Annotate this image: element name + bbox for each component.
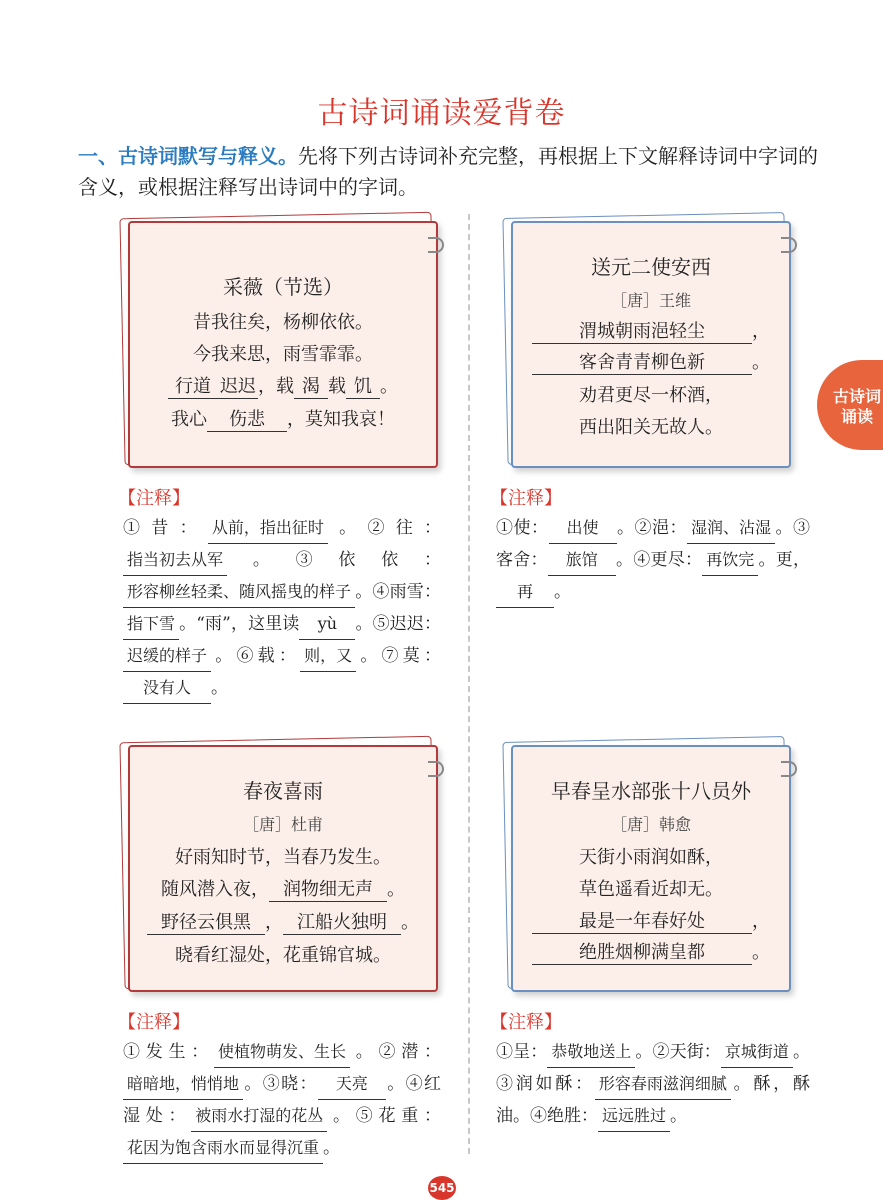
section-intro [78, 141, 818, 203]
note-text: 。③晓： [243, 1074, 318, 1094]
poem-line: 晓看红湿处，花重锦官城。 [175, 945, 391, 966]
blank-answer: 形容春雨滋润细腻 [595, 1068, 731, 1100]
notes-zaochun [496, 1036, 810, 1132]
blank-answer: 最是一年春好处 [532, 907, 752, 934]
poem-line-fill [130, 405, 436, 432]
poem-author: ［唐］杜甫 [242, 815, 323, 834]
blank-answer: 没有人 [123, 672, 211, 704]
poem-line-fill [130, 372, 436, 399]
poem-text: 。 [380, 376, 398, 397]
poem-line: 西出阳关无故人。 [579, 417, 723, 438]
notes-songyuaner [496, 512, 810, 608]
poem-card-songyuaner [511, 221, 791, 468]
blank-answer: 形容柳丝轻柔、随风摇曳的样子 [123, 576, 355, 608]
poem-title: 早春呈水部张十八员外 [551, 779, 751, 803]
note-text: ①使： [496, 518, 549, 538]
blank-answer: 迟缓的样子 [123, 640, 211, 672]
notes-label: 【注释】 [490, 1012, 562, 1033]
blank-answer: 再饮完 [702, 544, 758, 576]
note-text: 。④雨雪： [355, 582, 441, 602]
blank-answer: 渭城朝雨浥轻尘 [532, 317, 752, 344]
note-text: 。②潜： [350, 1042, 442, 1062]
poem-title: 送元二使安西 [591, 255, 711, 279]
notes-chunye [123, 1036, 441, 1164]
blank-answer: 则，又 [300, 640, 356, 672]
blank-answer: 花因为饱含雨水而显得沉重 [123, 1132, 323, 1164]
card-front [511, 745, 791, 992]
poem-author: ［唐］王维 [610, 291, 691, 310]
paperclip-icon [428, 761, 444, 777]
notes-label: 【注释】 [490, 488, 562, 509]
paperclip-icon [428, 237, 444, 253]
poem-line: 天街小雨润如酥， [579, 847, 723, 868]
note-text: 。 [211, 678, 228, 698]
card-front [128, 745, 438, 992]
blank-answer: 再 [496, 576, 554, 608]
poem-line: 今我来思，雨雪霏霏。 [193, 344, 373, 365]
poem-line: 劝君更尽一杯酒， [579, 385, 723, 406]
poem-author: ［唐］韩愈 [610, 815, 691, 834]
blank-answer: 从前，指出征时 [208, 512, 328, 544]
note-text: 。④红湿处： [123, 1074, 442, 1126]
poem-line-fill: 最是一年春好处 ， [513, 907, 789, 934]
poem-card-chunye [128, 745, 438, 992]
side-tab[interactable] [817, 360, 883, 450]
note-text: 。⑦莫： [356, 646, 441, 666]
blank-answer: 出使 [549, 512, 617, 544]
paperclip-icon [781, 761, 797, 777]
notes-label: 【注释】 [118, 488, 190, 509]
poem-card-zaochun [511, 745, 791, 992]
blank-answer: 绝胜烟柳满皇都 [532, 938, 752, 965]
poem-text: ，莫知我哀！ [287, 409, 395, 430]
blank-answer: 伤悲 [207, 405, 287, 432]
blank-answer: yù [299, 608, 355, 640]
section-instructions: 先将下列古诗词补充完整，再根据上下文解释诗词中字词的含义，或根据注释写出诗词中的字词。 [78, 144, 818, 199]
note-text: 。酥，酥油。④绝胜： [496, 1074, 811, 1126]
note-text: 。③润如酥： [496, 1042, 811, 1094]
note-text: 。更， [758, 550, 811, 570]
poem-title: 采薇（节选） [223, 275, 343, 299]
page-number: 545 [428, 1176, 456, 1200]
page-title: 古诗词诵读爱背卷 [317, 96, 566, 131]
card-front [511, 221, 791, 468]
note-text: 。②往： [327, 518, 442, 538]
blank-answer: 天亮 [318, 1068, 386, 1100]
poem-line-fill: 客舍青青柳色新 。 [513, 348, 789, 375]
notes-label: 【注释】 [118, 1012, 190, 1033]
note-text: 。⑥载： [211, 646, 301, 666]
note-text: 。④更尽： [615, 550, 703, 570]
blank-answer: 饥 [346, 372, 380, 399]
note-text: 。②浥： [616, 518, 687, 538]
notes-caiwei [123, 512, 441, 704]
blank-answer: 行道 [168, 372, 218, 399]
note-text: 。“雨”，这里读 [179, 614, 300, 634]
blank-answer: 使植物萌发、生长 [214, 1036, 350, 1068]
poem-text: 载 [328, 376, 346, 397]
side-tab-label: 古诗词诵读 [832, 387, 881, 426]
blank-answer: 指下雪 [123, 608, 179, 640]
poem-title: 春夜喜雨 [243, 779, 323, 803]
poem-line: 好雨知时节，当春乃发生。 [175, 847, 391, 868]
poem-line-fill: 野径云俱黑 ， 江船火独明 。 [130, 908, 436, 935]
note-text: 。③依依： [227, 550, 441, 570]
blank-answer: 渴 [294, 372, 328, 399]
blank-answer: 京城街道 [721, 1036, 793, 1068]
note-text: 。 [670, 1106, 688, 1126]
poem-text: ，载 [258, 376, 294, 397]
blank-answer: 润物细无声 [269, 875, 387, 902]
column-divider [468, 214, 470, 1154]
note-text: ①发生： [123, 1042, 214, 1062]
poem-line-fill: 随风潜入夜， 润物细无声 。 [130, 875, 436, 902]
blank-answer: 野径云俱黑 [147, 908, 265, 935]
poem-card-caiwei [128, 221, 438, 468]
poem-line: 草色遥看近却无。 [579, 879, 723, 900]
paperclip-icon [781, 237, 797, 253]
note-text: 。 [554, 582, 571, 602]
blank-answer: 江船火独明 [283, 908, 401, 935]
blank-answer: 旅馆 [548, 544, 616, 576]
poem-line-fill: 绝胜烟柳满皇都 。 [513, 938, 789, 965]
blank-answer: 被雨水打湿的花丛 [191, 1100, 327, 1132]
poem-line-fill: 渭城朝雨浥轻尘 ， [513, 317, 789, 344]
poem-text: 我心 [171, 409, 207, 430]
blank-answer: 远远胜过 [598, 1100, 670, 1132]
blank-answer: 湿润、沾湿 [687, 512, 775, 544]
blank-answer: 恭敬地送上 [547, 1036, 635, 1068]
card-front [128, 221, 438, 468]
blank-answer: 暗暗地，悄悄地 [123, 1068, 243, 1100]
note-text: ①昔： [123, 518, 208, 538]
blank-answer: 迟迟 [218, 372, 258, 399]
blank-answer: 指当初去从军 [123, 544, 227, 576]
note-text: ①呈： [496, 1042, 548, 1062]
section-heading: 一、古诗词默写与释义。 [78, 144, 298, 168]
note-text: 。⑤花重： [327, 1106, 442, 1126]
note-text: 。 [323, 1138, 341, 1158]
note-text: 。⑤迟迟： [355, 614, 441, 634]
note-text: 。③客舍： [496, 518, 811, 570]
poem-text: 随风潜入夜， [161, 879, 269, 900]
blank-answer: 客舍青青柳色新 [532, 348, 752, 375]
poem-line: 昔我往矣，杨柳依依。 [193, 312, 373, 333]
note-text: 。②天街： [635, 1042, 721, 1062]
